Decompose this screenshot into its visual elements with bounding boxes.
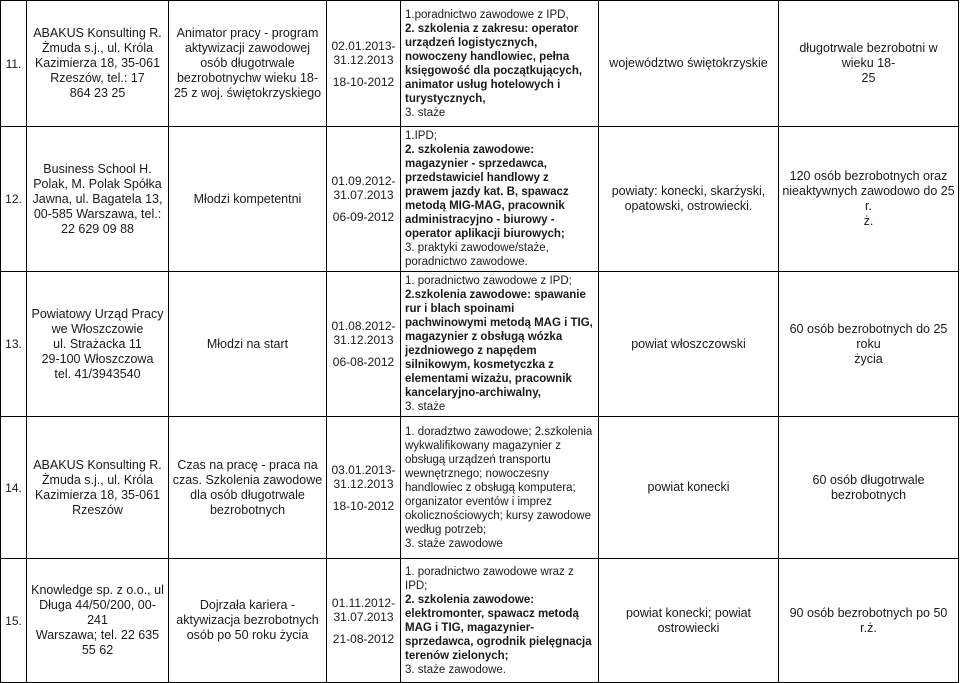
project-name-cell-line: dla osób długotrwale	[190, 487, 305, 502]
organizer-cell-line: Powiatowy Urząd Pracy	[31, 306, 164, 321]
project-name-cell-line: bezrobotnychw wieku 18-	[176, 71, 319, 85]
start-date: 21-08-2012	[332, 631, 395, 646]
area-cell-line: opatowski, ostrowiecki.	[624, 199, 753, 213]
target-group-cell-line: długotrwale bezrobotni w wieku 18-	[799, 41, 938, 70]
row-number: 11.	[1, 1, 27, 127]
support-forms-cell	[401, 1, 599, 127]
row-number: 13.	[1, 272, 27, 417]
area-cell	[599, 1, 779, 127]
organizer-cell-line: 55 62	[81, 643, 114, 657]
date-range-line: 01.09.2012-	[331, 174, 396, 188]
row-number: 12.	[1, 127, 27, 272]
project-name-cell	[169, 272, 327, 417]
support-form-item: 2. szkolenia zawodowe: elektromonter, spawacz metodą MAG i TIG, magazynier-sprzedawca, ogrodnik pielęgnacja terenów zielonych;	[405, 593, 592, 662]
project-name-cell-line: 25 z woj. świętokrzyskiego	[173, 86, 322, 100]
project-name-cell-line: Animator pracy - program	[176, 26, 319, 40]
date-range-line: 31.12.2013	[333, 333, 394, 347]
organizer-cell-line: ABAKUS Konsulting R.	[33, 26, 162, 40]
support-forms-cell	[401, 127, 599, 272]
target-group-cell-line: ż.	[863, 214, 874, 228]
area-cell-line: powiat włoszczowski	[631, 336, 746, 351]
table-row	[1, 417, 959, 559]
area-cell	[599, 272, 779, 417]
support-form-item: 1.poradnictwo zawodowe z IPD,	[405, 8, 569, 21]
organizer-cell	[27, 127, 169, 272]
organizer-cell-line: Kazimierza 18, 35-061	[34, 56, 161, 70]
organizer-cell-line: Żmuda s.j., ul. Króla	[41, 41, 154, 55]
target-group-cell	[779, 1, 959, 127]
date-range-line: 03.01.2013-	[331, 462, 396, 477]
target-group-cell-line: 90 osób bezrobotnych po 50 r.ż.	[789, 605, 948, 635]
project-name-cell-line: czas. Szkolenia zawodowe	[172, 472, 323, 487]
project-name-cell	[169, 559, 327, 683]
area-cell-line: powiaty: konecki, skarżyski,	[611, 184, 766, 198]
support-form-item: 3. staże	[405, 106, 446, 119]
date-range-line: 02.01.2013-	[331, 38, 396, 53]
project-name-cell-line: Czas na pracę - praca na	[177, 457, 318, 472]
area-cell-line: powiat konecki; powiat	[625, 605, 752, 620]
date-range-line: 01.11.2012-	[331, 595, 396, 610]
table-row	[1, 127, 959, 272]
project-name-cell-line: Młodzi na start	[206, 336, 289, 351]
target-group-cell-line: życia	[854, 351, 883, 366]
target-group-cell	[779, 127, 959, 272]
organizer-cell-line: Rzeszów	[72, 502, 123, 517]
support-form-item: 3. praktyki zawodowe/staże, poradnictwo zawodowe.	[405, 242, 549, 268]
organizer-cell-line: Jawna, ul. Bagatela 13,	[32, 191, 163, 206]
organizer-cell-line: Żmuda s.j., ul. Króla	[41, 472, 154, 487]
organizer-cell	[27, 1, 169, 127]
organizer-cell-line: 29-100 Włoszczowa	[41, 351, 154, 366]
target-group-cell	[779, 417, 959, 559]
row-number: 14.	[1, 417, 27, 559]
table-row	[1, 1, 959, 127]
start-date: 18-10-2012	[332, 498, 395, 513]
area-cell	[599, 559, 779, 683]
organizer-cell-line: ABAKUS Konsulting R.	[33, 457, 162, 472]
organizer-cell-line: 22 629 09 88	[61, 221, 134, 236]
support-form-item: 1. poradnictwo zawodowe wraz z IPD;	[405, 565, 574, 592]
target-group-cell-line: 60 osób bezrobotnych do 25 roku	[789, 321, 948, 351]
area-cell-line: powiat konecki	[647, 480, 730, 494]
target-group-cell	[779, 272, 959, 417]
organizer-cell-line: Rzeszów, tel.: 17	[50, 71, 145, 85]
target-group-cell	[779, 559, 959, 683]
organizer-cell-line: Business School H.	[43, 161, 152, 176]
project-name-cell-line: aktywizacja bezrobotnych	[176, 613, 319, 627]
support-form-item: 2. szkolenia z zakresu: operator urządzeń logistycznych, nowoczeny handlowiec, pełna księgowość dla początkujących, animator usług hotelowych i turystycznych,	[405, 22, 583, 105]
support-form-item: 3. staże	[405, 401, 446, 413]
organizer-cell-line: tel. 41/3943540	[54, 366, 141, 381]
organizer-cell-line: Knowledge sp. z o.o., ul	[31, 583, 164, 597]
project-name-cell	[169, 1, 327, 127]
target-group-cell-line: nieaktywnych zawodowo do 25 r.	[782, 184, 955, 213]
organizer-cell-line: Kazimierza 18, 35-061	[34, 487, 161, 502]
dates-cell	[327, 127, 401, 272]
start-date: 06-09-2012	[332, 210, 395, 224]
target-group-cell-line: 25	[861, 71, 876, 85]
dates-cell	[327, 417, 401, 559]
target-group-cell-line: 60 osób długotrwale bezrobotnych	[812, 472, 925, 502]
date-range-line: 31.07.2013	[333, 609, 394, 624]
project-name-cell-line: Dojrzała kariera -	[199, 598, 296, 612]
target-group-cell-line: 120 osób bezrobotnych oraz	[789, 169, 948, 183]
organizer-cell-line: Długa 44/50/200, 00-241	[39, 598, 156, 627]
organizer-cell-line: 864 23 25	[69, 86, 126, 100]
start-date: 18-10-2012	[332, 74, 395, 89]
support-form-item: 1. poradnictwo zawodowe z IPD;	[405, 275, 572, 287]
table-row	[1, 559, 959, 683]
date-range-line: 31.12.2013	[333, 52, 394, 67]
organizer-cell-line: 00-585 Warszawa, tel.:	[33, 206, 162, 221]
organizer-cell-line: Polak, M. Polak Spółka	[33, 176, 162, 191]
support-forms-cell	[401, 272, 599, 417]
support-form-item: 3. staże zawodowe.	[405, 663, 507, 676]
area-cell-line: ostrowiecki	[657, 620, 720, 635]
organizer-cell	[27, 559, 169, 683]
area-cell	[599, 127, 779, 272]
date-range-line: 31.07.2013	[333, 188, 394, 202]
dates-cell	[327, 559, 401, 683]
project-name-cell	[169, 417, 327, 559]
support-form-item: 2. szkolenia zawodowe: magazynier - sprzedawca, przedstawiciel handlowy z prawem jazdy kat. B, spawacz metodą MIG-MAG, pracownik administracyjno - biurowy - operator aplikacji biurowych;	[405, 144, 569, 240]
project-name-cell-line: Młodzi kompetentni	[193, 191, 302, 206]
support-form-item: 3. staże zawodowe	[405, 537, 503, 550]
date-range-line: 31.12.2013	[333, 476, 394, 491]
dates-cell	[327, 272, 401, 417]
table-row	[1, 272, 959, 417]
date-range-line: 01.08.2012-	[331, 319, 396, 333]
support-form-item: 1.IPD;	[405, 130, 437, 142]
organizer-cell-line: Warszawa; tel. 22 635	[35, 628, 160, 642]
project-name-cell-line: bezrobotnych	[209, 502, 286, 517]
support-forms-cell	[401, 417, 599, 559]
support-forms-cell	[401, 559, 599, 683]
support-form-item: 2.szkolenia zawodowe: spawanie rur i blach spoinami pachwinowymi metodą MAG i TIG, magazynier z obsługą wózka jezdniowego z napędem silnikowym, kosmetyczka z elementami wizażu, pracownik kancelaryjno-archiwalny,	[405, 289, 593, 399]
project-name-cell	[169, 127, 327, 272]
area-cell	[599, 417, 779, 559]
area-cell-line: województwo świętokrzyskie	[609, 56, 768, 70]
support-form-item: 1. doradztwo zawodowe; 2.szkolenia wykwalifikowany magazynier z obsługą urządzeń transportu wewnętrznego; nowoczesny handlowiec z obsługą komputera; organizator eventów i imprez okolicznościowych; kursy zawodowe według potrzeb;	[405, 425, 593, 536]
organizer-cell	[27, 272, 169, 417]
project-name-cell-line: osób długotrwale	[200, 56, 295, 70]
organizer-cell-line: ul. Strażacka 11	[53, 336, 142, 351]
dates-cell	[327, 1, 401, 127]
project-name-cell-line: osób po 50 roku życia	[186, 628, 309, 642]
row-number: 15.	[1, 559, 27, 683]
project-name-cell-line: aktywizacji zawodowej	[184, 41, 311, 55]
organizer-cell	[27, 417, 169, 559]
start-date: 06-08-2012	[332, 355, 395, 369]
organizer-cell-line: we Włoszczowie	[51, 321, 144, 336]
